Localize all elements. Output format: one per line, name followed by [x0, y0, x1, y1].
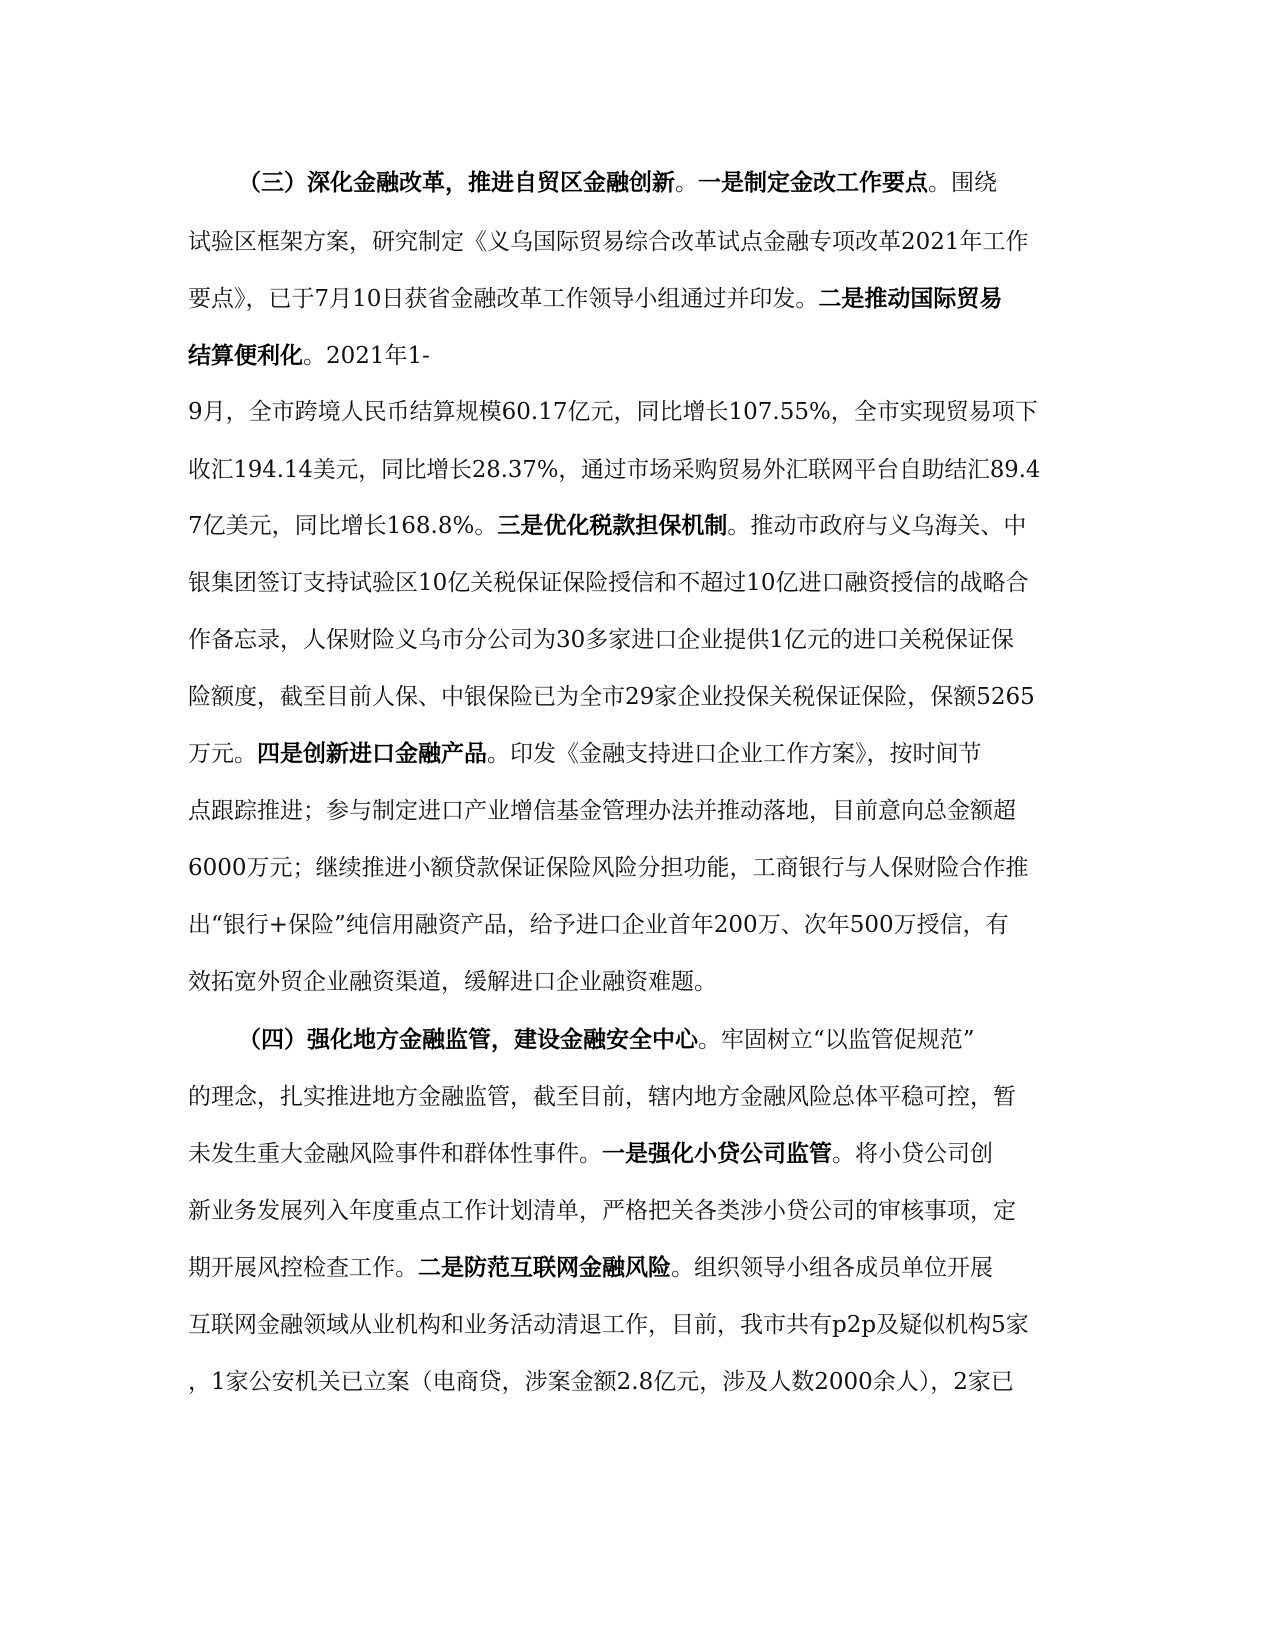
text-line: [188, 340, 430, 372]
text-run: 。组织领导小组各成员单位开展: [671, 1255, 993, 1281]
text-run: 。推动市政府与义乌海关、中: [727, 513, 1027, 539]
text-run: ，1家公安机关已立案（电商贷，涉案金额2.8亿元，涉及人数2000余人），2家已: [188, 1369, 1014, 1395]
text-run: 。印发《金融支持进口企业工作方案》，按时间节: [487, 741, 982, 767]
text-run: 收汇194.14美元，同比增长28.37%，通过市场采购贸易外汇联网平台自助结汇89.4: [188, 457, 1041, 483]
text-run: 6000万元；继续推进小额贷款保证保险风险分担功能，工商银行与人保财险合作推: [188, 855, 1029, 881]
text-line: [188, 396, 1038, 428]
text-run: 。2021年1-: [303, 343, 430, 369]
text-line: [188, 852, 1029, 884]
text-run: 。: [675, 170, 698, 196]
text-line: [238, 1024, 975, 1056]
text-line: [188, 909, 1009, 941]
text-line: [188, 1366, 1014, 1398]
text-run: 作备忘录，人保财险义乌市分公司为30多家进口企业提供1亿元的进口关税保证保: [188, 627, 1014, 653]
text-line: [188, 795, 1016, 827]
text-line: [188, 283, 1002, 315]
text-line: [188, 1252, 993, 1284]
text-run: 9月，全市跨境人民币结算规模60.17亿元，同比增长107.55%，全市实现贸易项下: [188, 399, 1038, 425]
text-line: [188, 567, 1029, 599]
text-run: 新业务发展列入年度重点工作计划清单，严格把关各类涉小贷公司的审核事项，定: [188, 1198, 1016, 1224]
text-run: 的理念，扎实推进地方金融监管，截至目前，辖内地方金融风险总体平稳可控，暂: [188, 1084, 1016, 1110]
bold-heading: （三）深化金融改革，推进自贸区金融创新: [238, 170, 675, 196]
bold-heading: 四是创新进口金融产品: [257, 741, 487, 767]
bold-heading: 一是制定金改工作要点: [698, 170, 928, 196]
bold-heading: 一是强化小贷公司监管: [602, 1141, 832, 1167]
text-line: [188, 510, 1026, 542]
text-line: [188, 681, 1035, 713]
bold-heading: 二是防范互联网金融风险: [418, 1255, 671, 1281]
text-run: 互联网金融领域从业机构和业务活动清退工作，目前，我市共有p2p及疑似机构5家: [188, 1312, 1029, 1338]
text-line: [188, 966, 717, 998]
text-run: 期开展风控检查工作。: [188, 1255, 418, 1281]
text-line: [188, 1309, 1029, 1341]
text-run: 7亿美元，同比增长168.8%。: [188, 513, 498, 539]
text-line: [238, 167, 997, 199]
text-line: [188, 738, 982, 770]
text-run: 效拓宽外贸企业融资渠道，缓解进口企业融资难题。: [188, 969, 717, 995]
text-line: [188, 624, 1014, 656]
text-run: 。牢固树立“以监管促规范”: [698, 1027, 975, 1053]
bold-heading: 二是推动国际贸易: [818, 286, 1003, 312]
text-run: 未发生重大金融风险事件和群体性事件。: [188, 1141, 602, 1167]
text-run: 试验区框架方案，研究制定《义乌国际贸易综合改革试点金融专项改革2021年工作: [188, 229, 1029, 255]
text-run: 。围绕: [928, 170, 997, 196]
text-run: 险额度，截至目前人保、中银保险已为全市29家企业投保关税保证保险，保额5265: [188, 684, 1035, 710]
text-line: [188, 454, 1040, 486]
text-run: 点跟踪推进；参与制定进口产业增信基金管理办法并推动落地，目前意向总金额超: [188, 798, 1016, 824]
text-line: [188, 1138, 993, 1170]
text-run: 。将小贷公司创: [832, 1141, 993, 1167]
text-run: 出“银行+保险”纯信用融资产品，给予进口企业首年200万、次年500万授信，有: [188, 912, 1009, 938]
text-run: 银集团签订支持试验区10亿关税保证保险授信和不超过10亿进口融资授信的战略合: [188, 570, 1029, 596]
text-run: 万元。: [188, 741, 257, 767]
text-line: [188, 1195, 1016, 1227]
text-run: 要点》，已于7月10日获省金融改革工作领导小组通过并印发。: [188, 286, 819, 312]
text-line: [188, 1081, 1016, 1113]
bold-heading: 三是优化税款担保机制: [497, 513, 728, 539]
text-line: [188, 226, 1029, 258]
bold-heading: （四）强化地方金融监管，建设金融安全中心: [238, 1027, 698, 1053]
bold-heading: 结算便利化: [188, 343, 303, 369]
